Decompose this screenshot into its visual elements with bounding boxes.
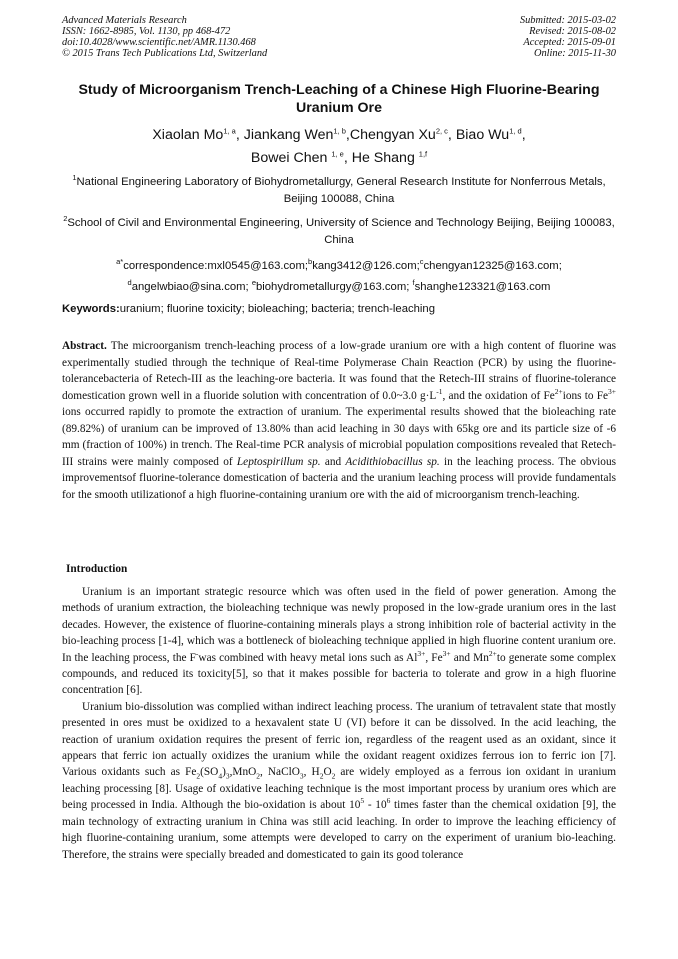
- affiliation-text: School of Civil and Environmental Engineering, University of Science and Technology Beijing, Beijing 100083, China: [67, 217, 615, 246]
- paper-title: Study of Microorganism Trench-Leaching of a Chinese High Fluorine-Bearing Uranium Ore: [78, 82, 600, 116]
- author-affil-sup: 1, b: [333, 126, 346, 136]
- intro-sup: -: [195, 648, 199, 658]
- email-d: angelwbiao@sina.com;: [131, 281, 252, 293]
- journal-copyright: © 2015 Trans Tech Publications Ltd, Switzerland: [62, 48, 268, 60]
- abstract-sup: 2+: [554, 386, 563, 396]
- author-sep: ,: [343, 149, 352, 166]
- author-sep: ,: [521, 127, 526, 143]
- abstract-text: , and the oxidation of Fe: [442, 389, 555, 402]
- author-affil-sup: 1, e: [331, 149, 344, 159]
- abstract-sup: 3+: [608, 386, 616, 396]
- intro-text: , H: [303, 766, 320, 779]
- intro-paragraph-1: [62, 584, 616, 699]
- abstract-text: in the leaching process. The obvious improvementsof fluorine-tolerance domestication of bacteria and the uranium leaching process will provide fundamentals for the smooth utilizationof a high fluorine-containing uranium ore with the aid of microorganism trench-leaching.: [62, 455, 616, 501]
- intro-text: are widely employed as a ferrous ion oxidant in uranium leaching processing [8]. Usage of oxidative leaching technique is the most important process by uranium ores which are being processed in India. Although the bio-oxidation is about 10: [62, 766, 617, 812]
- intro-sup: 2+: [488, 648, 497, 658]
- publication-dates: [520, 15, 616, 59]
- affiliation-sup: 1: [72, 173, 77, 183]
- affiliation-sup: 2: [63, 214, 68, 224]
- intro-text: O: [323, 766, 332, 779]
- intro-sup: 3+: [442, 648, 451, 658]
- journal-doi: doi:10.4028/www.scientific.net/AMR.1130.468: [62, 37, 256, 49]
- introduction-body: [62, 584, 616, 863]
- date-revised: Revised: 2015-08-02: [529, 26, 616, 38]
- author-affil-sup: 1,f: [418, 149, 428, 159]
- affiliation-2: [62, 215, 616, 248]
- abstract: [62, 338, 616, 503]
- author-name: He Shang: [351, 149, 419, 166]
- author-name: Jiankang Wen: [243, 127, 334, 143]
- email-sup: d: [127, 278, 132, 288]
- author-sep: ,: [345, 127, 350, 143]
- section-heading-introduction: Introduction: [66, 563, 128, 575]
- author-list: [62, 124, 616, 170]
- author-sep: ,: [235, 127, 244, 143]
- intro-text: and Mn: [450, 651, 489, 664]
- date-online: Online: 2015-11-30: [533, 48, 616, 60]
- intro-text: Uranium is an important strategic resource which was often used in the field of power generation. Among the methods of uranium extraction, the bioleaching technique was newly proposed in the low-grade uranium ores in the last decades. However, the existence of fluorine-containing minerals plays a strong inhibition role of bacterial activity in the bio-leaching process [1-4], which was a bottleneck of bioleaching technique applied in high fluorine content uranium ore. In the leaching process, the F: [62, 586, 616, 664]
- intro-text: , Fe: [425, 651, 443, 664]
- journal-issn: ISSN: 1662-8985, Vol. 1130, pp 468-472: [62, 26, 231, 38]
- author-affil-sup: 2, c: [435, 126, 448, 136]
- keywords-label: Keywords:: [62, 303, 120, 315]
- abstract-text: ions to Fe: [562, 389, 609, 402]
- email-c: chengyan12325@163.com;: [423, 260, 562, 272]
- email-sup: c: [419, 257, 424, 267]
- intro-paragraph-2: [62, 699, 616, 863]
- email-sup: a*: [116, 257, 124, 267]
- intro-sup: 3+: [417, 648, 426, 658]
- author-name: Bowei Chen: [250, 149, 332, 166]
- email-sup: e: [251, 278, 256, 288]
- genus-name: Acidithiobacillus sp.: [345, 455, 440, 468]
- intro-sup: 5: [360, 796, 365, 806]
- intro-text: - 10: [364, 799, 387, 812]
- intro-sub: 2: [331, 771, 336, 781]
- author-emails: [62, 256, 616, 298]
- author-sep: ,: [447, 127, 456, 143]
- intro-sub: 2: [196, 771, 201, 781]
- affiliation-1: [62, 174, 616, 207]
- author-affil-sup: 1, a: [223, 126, 236, 136]
- intro-text: Uranium bio-dissolution was complied withan indirect leaching process. The uranium of tetravalent state that mostly presented in ores must be oxidized to a hexavalent state U (VI) before it can be dissolved. In the acid leaching, the reaction of uranium oxidation requires the present of ferric ion, regardless of the reagent used as an oxidant, since it appears that ferric ion actually oxidizes the uranium while the oxidant reagent oxidizes ferrous ion to ferric ion [7]. Various oxidants such as Fe: [62, 700, 616, 779]
- intro-sub: 3: [225, 771, 230, 781]
- author-affil-sup: 1, d: [509, 126, 522, 136]
- intro-text: ): [222, 766, 226, 779]
- author-name: Chengyan Xu: [349, 127, 436, 143]
- email-sup: f: [412, 278, 415, 288]
- intro-sub: 2: [319, 771, 324, 781]
- date-submitted: Submitted: 2015-03-02: [519, 15, 616, 26]
- intro-text: to generate some complex compounds, and reduced its toxicity[5], so that it makes possible for bacteria to tolerate and grow in a high fluorine concentration [6].: [62, 651, 617, 697]
- abstract-sup: -1: [436, 386, 443, 396]
- affiliation-text: National Engineering Laboratory of Biohydrometallurgy, General Research Institute for Nonferrous Metals, Beijing 100088, China: [76, 176, 606, 205]
- intro-text: ,MnO: [229, 766, 257, 779]
- keywords-text: uranium; fluorine toxicity; bioleaching; bacteria; trench-leaching: [119, 303, 435, 315]
- intro-sub: 3: [299, 771, 304, 781]
- abstract-text: ions occurred rapidly to promote the extraction of uranium. The experimental results showed that the bioleaching rate (89.82%) of uranium can be improved of 13.80% than acid leaching in 30 days with 65kg ore and its particle size of -6 mm (fraction of 100%) in trench. The Real-time PCR analysis of microbial population compositions revealed that Retech-III strains were mainly composed of: [62, 406, 616, 468]
- author-name: Biao Wu: [455, 127, 510, 143]
- genus-name: Leptospirillum sp.: [236, 455, 321, 468]
- intro-sup: 6: [386, 796, 391, 806]
- email-a: correspondence:mxl0545@163.com;: [123, 260, 309, 272]
- intro-sub: 2: [256, 771, 261, 781]
- abstract-label: Abstract.: [62, 340, 107, 352]
- intro-text: (SO: [200, 766, 219, 779]
- affiliations: [62, 174, 616, 306]
- journal-info: [62, 15, 267, 59]
- intro-text: was combined with heavy metal ions such as Al: [198, 651, 418, 664]
- abstract-text: and: [320, 455, 346, 468]
- journal-name: Advanced Materials Research: [62, 15, 187, 26]
- intro-text: , NaClO: [260, 766, 300, 779]
- date-accepted: Accepted: 2015-09-01: [523, 37, 616, 49]
- email-b: kang3412@126.com;: [312, 260, 420, 272]
- author-name: Xiaolan Mo: [152, 127, 224, 143]
- intro-text: times faster than the chemical oxidation [9], the main technology of extracting uranium in China was still acid leaching. In order to improve the leaching efficiency of high fluorine-containing uranium, some attempts were developed to carry on the experiment of uranium bio-leaching. Therefore, the strains were specially breaded and domesticated to gain its good tolerance: [62, 799, 616, 861]
- email-sup: b: [308, 257, 313, 267]
- intro-sub: 4: [218, 771, 223, 781]
- email-e: biohydrometallurgy@163.com;: [255, 281, 413, 293]
- keywords: [62, 303, 616, 315]
- abstract-text: The microorganism trench-leaching process of a low-grade uranium ore with a high content of fluorine was experimentally studied through the technique of Real-time Polymerase Chain Reaction (PCR) by using the fluorine-tolerancebacteria of Retech-III as the leaching-ore bacteria. It was found that the Retech-III strains of fluorine-tolerance domestication grown well in a fluoride solution with concentration of 0.0~3.0 g·L: [62, 340, 616, 402]
- email-f: shanghe123321@163.com: [414, 281, 551, 293]
